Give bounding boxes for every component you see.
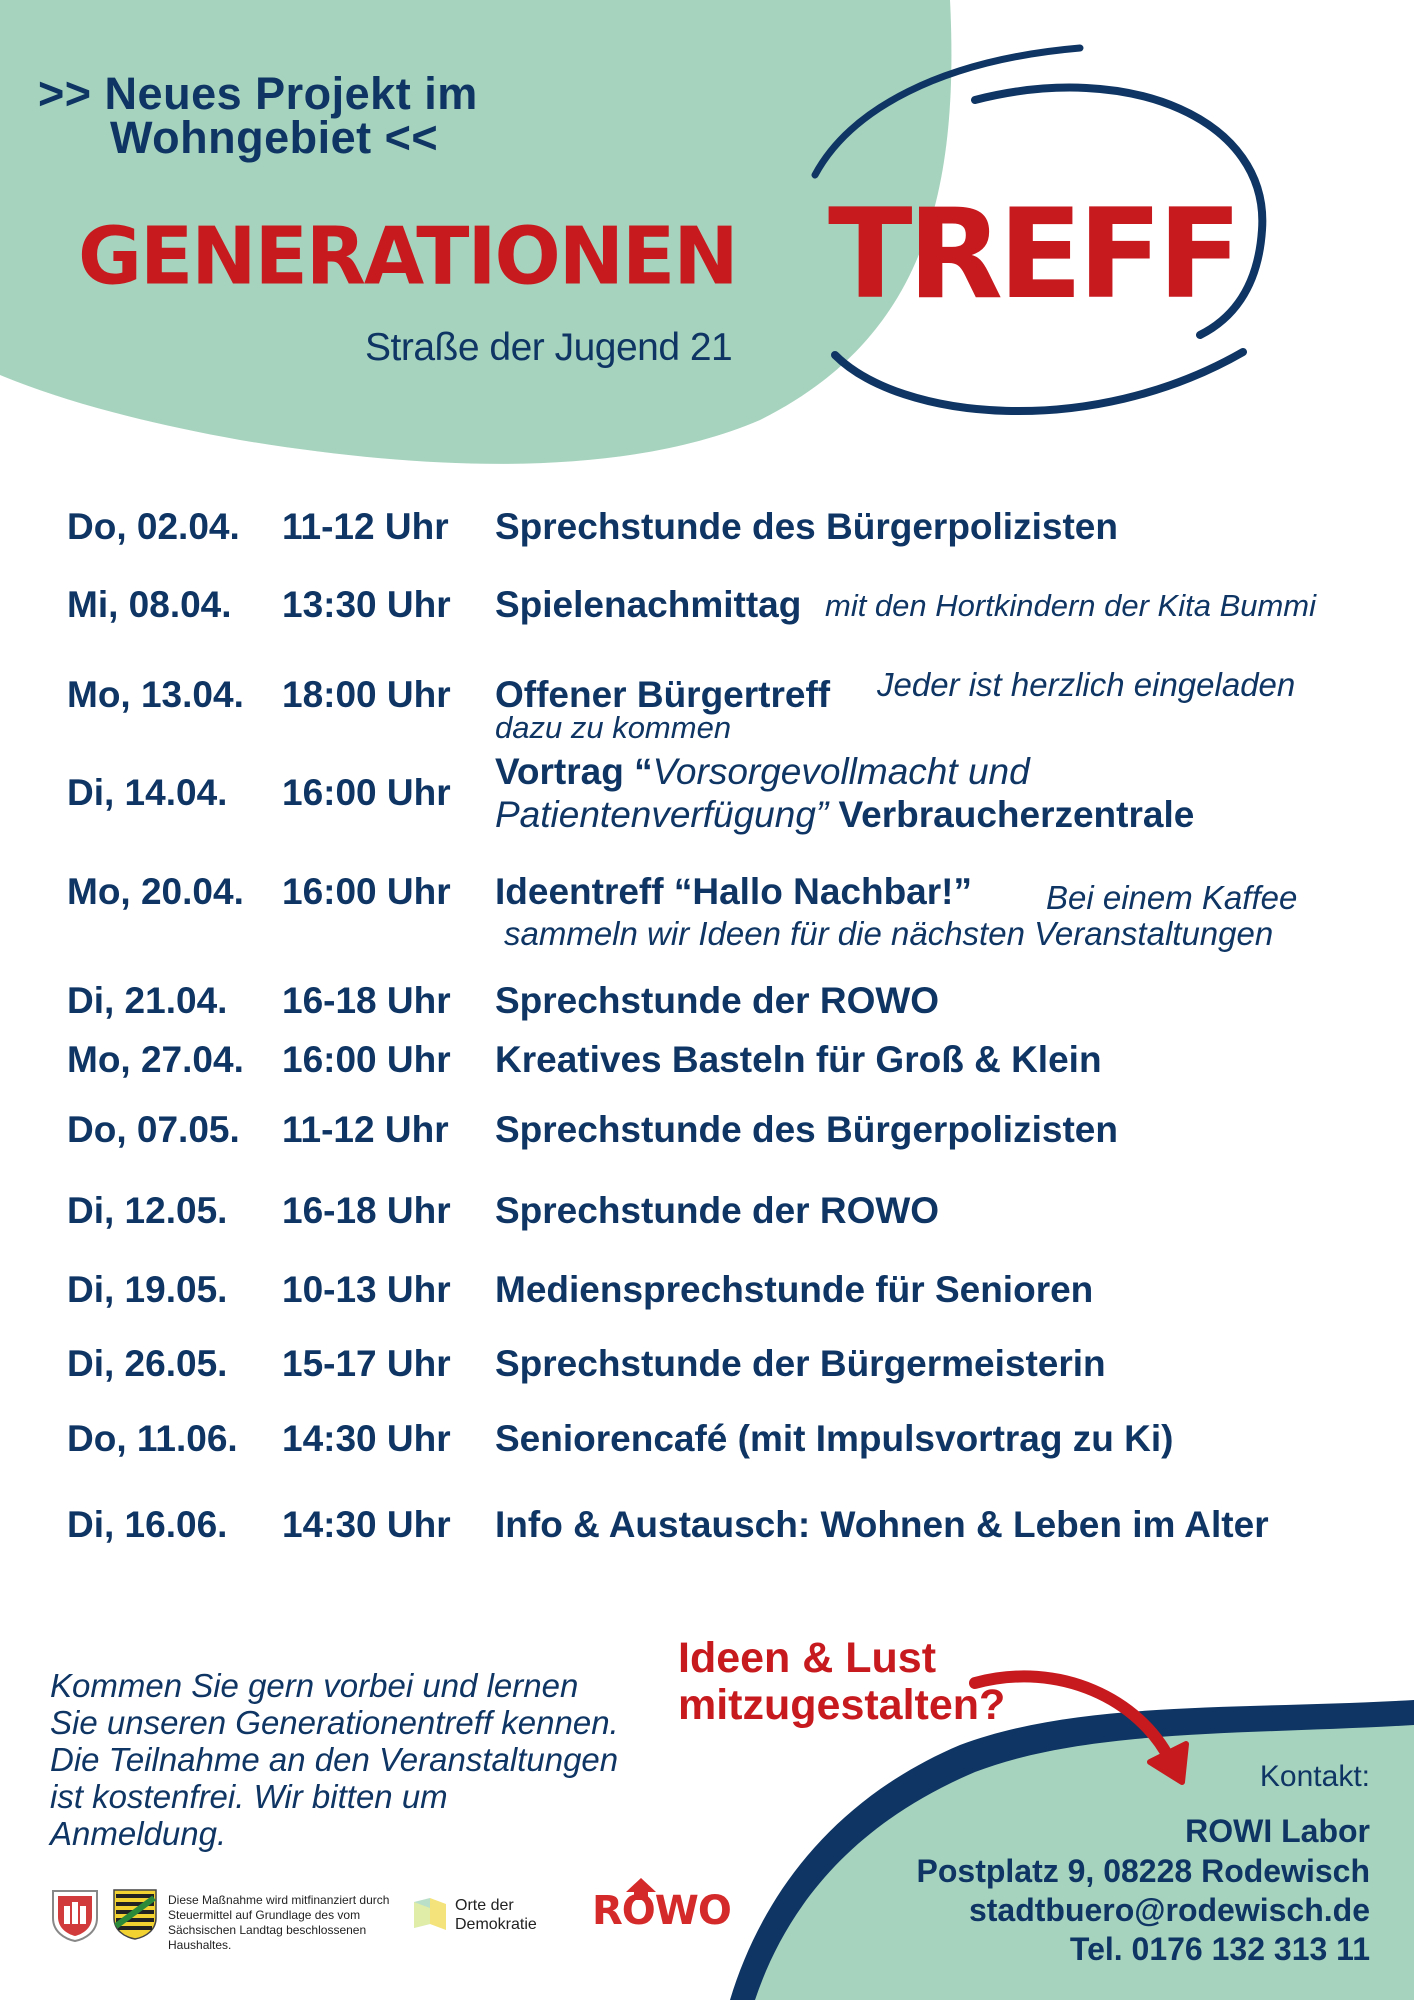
event-time: 13:30 Uhr — [282, 584, 451, 625]
event-title: Kreatives Basteln für Groß & Klein — [495, 1039, 1102, 1080]
event-date: Mo, 20.04. — [67, 871, 244, 912]
event-date: Di, 14.04. — [67, 772, 228, 813]
event-title — [495, 750, 1194, 836]
orte-der-demokratie-logo-icon — [410, 1896, 450, 1932]
event-date: Do, 07.05. — [67, 1109, 240, 1150]
event-note: Bei einem Kaffee — [1046, 879, 1298, 916]
event-title: Sprechstunde der ROWO — [495, 980, 940, 1021]
event-date: Mi, 08.04. — [67, 584, 232, 625]
ideen-callout — [678, 1635, 1005, 1729]
event-date: Do, 02.04. — [67, 506, 240, 547]
event-date: Di, 19.05. — [67, 1269, 228, 1310]
event-date: Di, 12.05. — [67, 1190, 228, 1231]
event-title-italic: Patientenverfügung” — [495, 794, 829, 835]
event-time: 14:30 Uhr — [282, 1418, 451, 1459]
event-title-italic: Vorsorgevollmacht und — [652, 751, 1030, 792]
saxony-coat-of-arms-icon — [112, 1888, 158, 1940]
event-time: 18:00 Uhr — [282, 674, 451, 715]
event-title: Offener Bürgertreff — [495, 674, 831, 715]
funding-notice: Diese Maßnahme wird mitfinanziert durch Steuermittel auf Grundlage des vom Sächsischen Landtag beschlossenen Haushaltes. — [168, 1893, 390, 1952]
contact-label: Kontakt: — [1259, 1760, 1370, 1793]
event-title-prefix: Vortrag “ — [495, 751, 653, 792]
event-title: Seniorencafé (mit Impulsvortrag zu Ki) — [495, 1418, 1174, 1459]
address-subtitle: Straße der Jugend 21 — [365, 326, 733, 369]
kicker-line-1: >> Neues Projekt im — [38, 68, 478, 119]
event-note-continued: sammeln wir Ideen für die nächsten Veranstaltungen — [504, 915, 1274, 952]
event-title: Sprechstunde der Bürgermeisterin — [495, 1343, 1106, 1384]
event-note: Jeder ist herzlich eingeladen — [877, 666, 1296, 703]
orte-line-2: Demokratie — [455, 1916, 537, 1933]
rodewisch-coat-of-arms-icon — [50, 1888, 100, 1942]
event-date: Di, 26.05. — [67, 1343, 228, 1384]
event-time: 16-18 Uhr — [282, 1190, 451, 1231]
event-time: 16:00 Uhr — [282, 871, 451, 912]
event-time: 15-17 Uhr — [282, 1343, 451, 1384]
event-time: 14:30 Uhr — [282, 1504, 451, 1545]
contact-name: ROWI Labor — [1185, 1813, 1370, 1849]
event-date: Di, 16.06. — [67, 1504, 228, 1545]
event-title: Sprechstunde des Bürgerpolizisten — [495, 1109, 1118, 1150]
event-title: Mediensprechstunde für Senioren — [495, 1269, 1094, 1310]
event-date: Mo, 13.04. — [67, 674, 244, 715]
contact-phone[interactable]: Tel. 0176 132 313 11 — [1069, 1931, 1370, 1967]
event-note-continued: dazu zu kommen — [495, 710, 732, 745]
contact-address: Postplatz 9, 08228 Rodewisch — [916, 1853, 1370, 1889]
ideen-line-2: mitzugestalten? — [678, 1681, 1006, 1729]
rowo-logo: ROWO — [592, 1888, 731, 1934]
event-time: 16:00 Uhr — [282, 1039, 451, 1080]
event-time: 10-13 Uhr — [282, 1269, 451, 1310]
swoosh-arc-bottom — [835, 352, 1243, 411]
kicker-line-2: Wohngebiet << — [110, 112, 439, 163]
orte-der-demokratie-label — [455, 1896, 537, 1934]
contact-email[interactable]: stadtbuero@rodewisch.de — [968, 1892, 1370, 1928]
event-title: Sprechstunde des Bürgerpolizisten — [495, 506, 1118, 547]
title-generationen: GENERATIONEN — [78, 211, 737, 303]
event-title-suffix: Verbraucherzentrale — [828, 794, 1195, 835]
project-kicker — [38, 68, 478, 163]
event-date: Di, 21.04. — [67, 980, 228, 1021]
event-title: Info & Austausch: Wohnen & Leben im Alter — [495, 1504, 1269, 1545]
event-title: Sprechstunde der ROWO — [495, 1190, 940, 1231]
orte-line-1: Orte der — [455, 1897, 514, 1914]
event-date: Do, 11.06. — [67, 1418, 238, 1459]
event-time: 11-12 Uhr — [282, 506, 449, 547]
event-time: 16-18 Uhr — [282, 980, 451, 1021]
event-note: mit den Hortkindern der Kita Bummi — [825, 588, 1317, 623]
event-time: 11-12 Uhr — [282, 1109, 449, 1150]
title-treff: TREFF — [828, 183, 1238, 327]
ideen-line-1: Ideen & Lust — [678, 1634, 937, 1682]
invite-paragraph: Kommen Sie gern vorbei und lernen Sie unseren Generationentreff kennen. Die Teilnahme an den Veranstaltungen ist kostenfrei. Wir bitten um Anmeldung. — [50, 1667, 619, 1852]
event-date: Mo, 27.04. — [67, 1039, 244, 1080]
event-title: Spielenachmittag — [495, 584, 802, 625]
event-time: 16:00 Uhr — [282, 772, 451, 813]
event-title: Ideentreff “Hallo Nachbar!” — [495, 871, 972, 912]
